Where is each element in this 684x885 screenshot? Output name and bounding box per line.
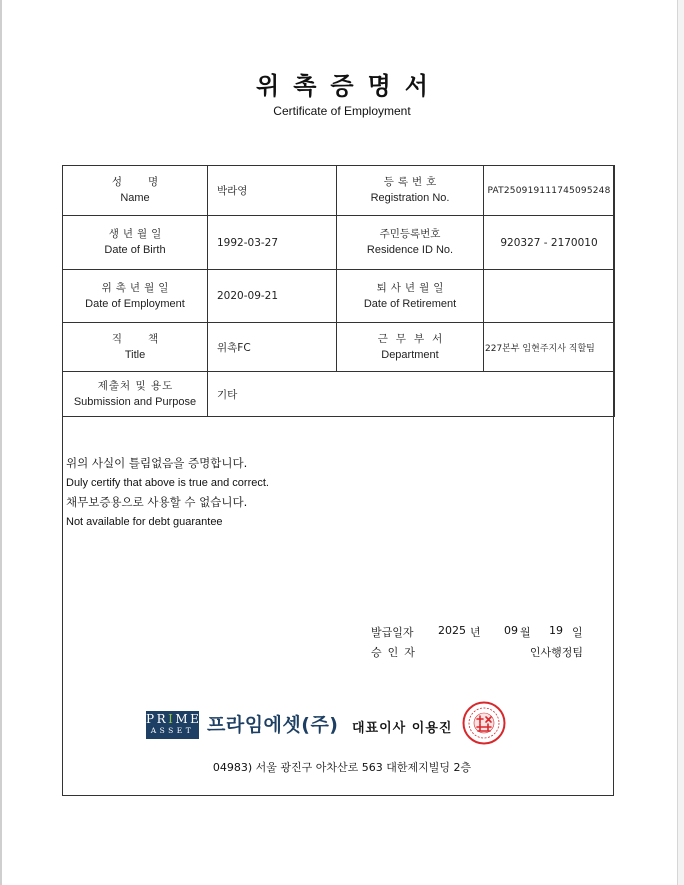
approver-label: 승인자	[371, 646, 421, 659]
issue-year: 2025	[438, 624, 466, 637]
birth-value: 1992-03-27	[208, 216, 337, 270]
issue-date-row	[371, 624, 583, 644]
retirement-label-en: Date of Retirement	[363, 297, 457, 310]
ceo-name: 대표이사 이용진	[352, 721, 453, 736]
residence-label	[337, 216, 484, 270]
purpose-label-ko: 제출처 및 용도	[97, 379, 174, 392]
approver-value: 인사행정팀	[529, 646, 583, 659]
table-row	[63, 166, 615, 216]
residence-value: 920327 - 2170010	[484, 216, 615, 270]
retirement-value	[484, 270, 615, 323]
residence-label-ko: 주민등록번호	[379, 228, 441, 240]
department-label-en: Department	[381, 348, 439, 361]
table-row	[63, 323, 615, 372]
logo-line1: PRIME	[146, 712, 202, 726]
certification-statement	[66, 454, 269, 532]
document-title: 위촉증명서	[256, 72, 442, 100]
page-left-edge	[0, 0, 2, 885]
name-label-ko: 성명	[111, 176, 185, 188]
department-value: 227본부 임현주지사 직할팀	[484, 323, 615, 372]
company-seal-icon	[462, 701, 506, 745]
purpose-label-en: Submission and Purpose	[73, 395, 197, 408]
birth-label	[63, 216, 208, 270]
company-name: 프라임에셋(주)	[207, 714, 339, 736]
residence-label-en: Residence ID No.	[366, 244, 454, 256]
registration-label-ko: 등록번호	[383, 176, 441, 188]
statement-line2-ko: 채무보증용으로 사용할 수 없습니다.	[66, 495, 248, 509]
approver-row	[371, 644, 583, 664]
table-row	[63, 216, 615, 270]
issue-month: 09	[504, 624, 518, 637]
company-address: 04983) 서울 광진구 아차산로 563 대한제지빌딩 2층	[212, 761, 472, 774]
retirement-label-ko: 퇴사년월일	[376, 281, 448, 294]
registration-value: PAT25091911174509524​8	[484, 166, 615, 216]
employment-label-en: Date of Employment	[85, 297, 185, 310]
issue-year-unit: 년	[470, 626, 481, 639]
info-table	[62, 165, 615, 417]
name-label-en: Name	[120, 192, 150, 204]
issue-day-unit: 일	[572, 626, 583, 639]
birth-label-en: Date of Birth	[104, 244, 166, 256]
title-label	[63, 323, 208, 372]
employment-value: 2020-09-21	[208, 270, 337, 323]
department-label	[337, 323, 484, 372]
table-row	[63, 270, 615, 323]
employment-label-ko: 위촉년월일	[101, 281, 173, 294]
name-value: 박라영	[208, 166, 337, 216]
registration-label	[337, 166, 484, 216]
title-value: 위촉FC	[208, 323, 337, 372]
registration-label-en: Registration No.	[370, 192, 450, 204]
purpose-value: 기타	[208, 372, 615, 417]
table-row	[63, 372, 615, 417]
issue-block	[371, 624, 583, 664]
document-subtitle: Certificate of Employment	[273, 104, 411, 118]
department-label-ko: 근무부서	[377, 332, 451, 345]
prime-asset-logo	[146, 711, 202, 739]
employment-label	[63, 270, 208, 323]
statement-line1-en: Duly certify that above is true and correct.	[66, 476, 269, 489]
page-right-edge	[677, 0, 684, 885]
retirement-label	[337, 270, 484, 323]
purpose-label	[63, 372, 208, 417]
issue-date-label: 발급일자	[371, 626, 414, 639]
statement-line1-ko: 위의 사실이 틀림없음을 증명합니다.	[66, 456, 248, 470]
title-label-ko: 직책	[111, 332, 185, 345]
title-label-en: Title	[124, 348, 146, 361]
issue-month-unit: 월	[520, 626, 531, 639]
logo-line2: ASSET	[150, 726, 195, 735]
name-label	[63, 166, 208, 216]
statement-line2-en: Not available for debt guarantee	[66, 515, 223, 528]
birth-label-ko: 생년월일	[108, 228, 166, 240]
issue-day: 19	[549, 624, 563, 637]
